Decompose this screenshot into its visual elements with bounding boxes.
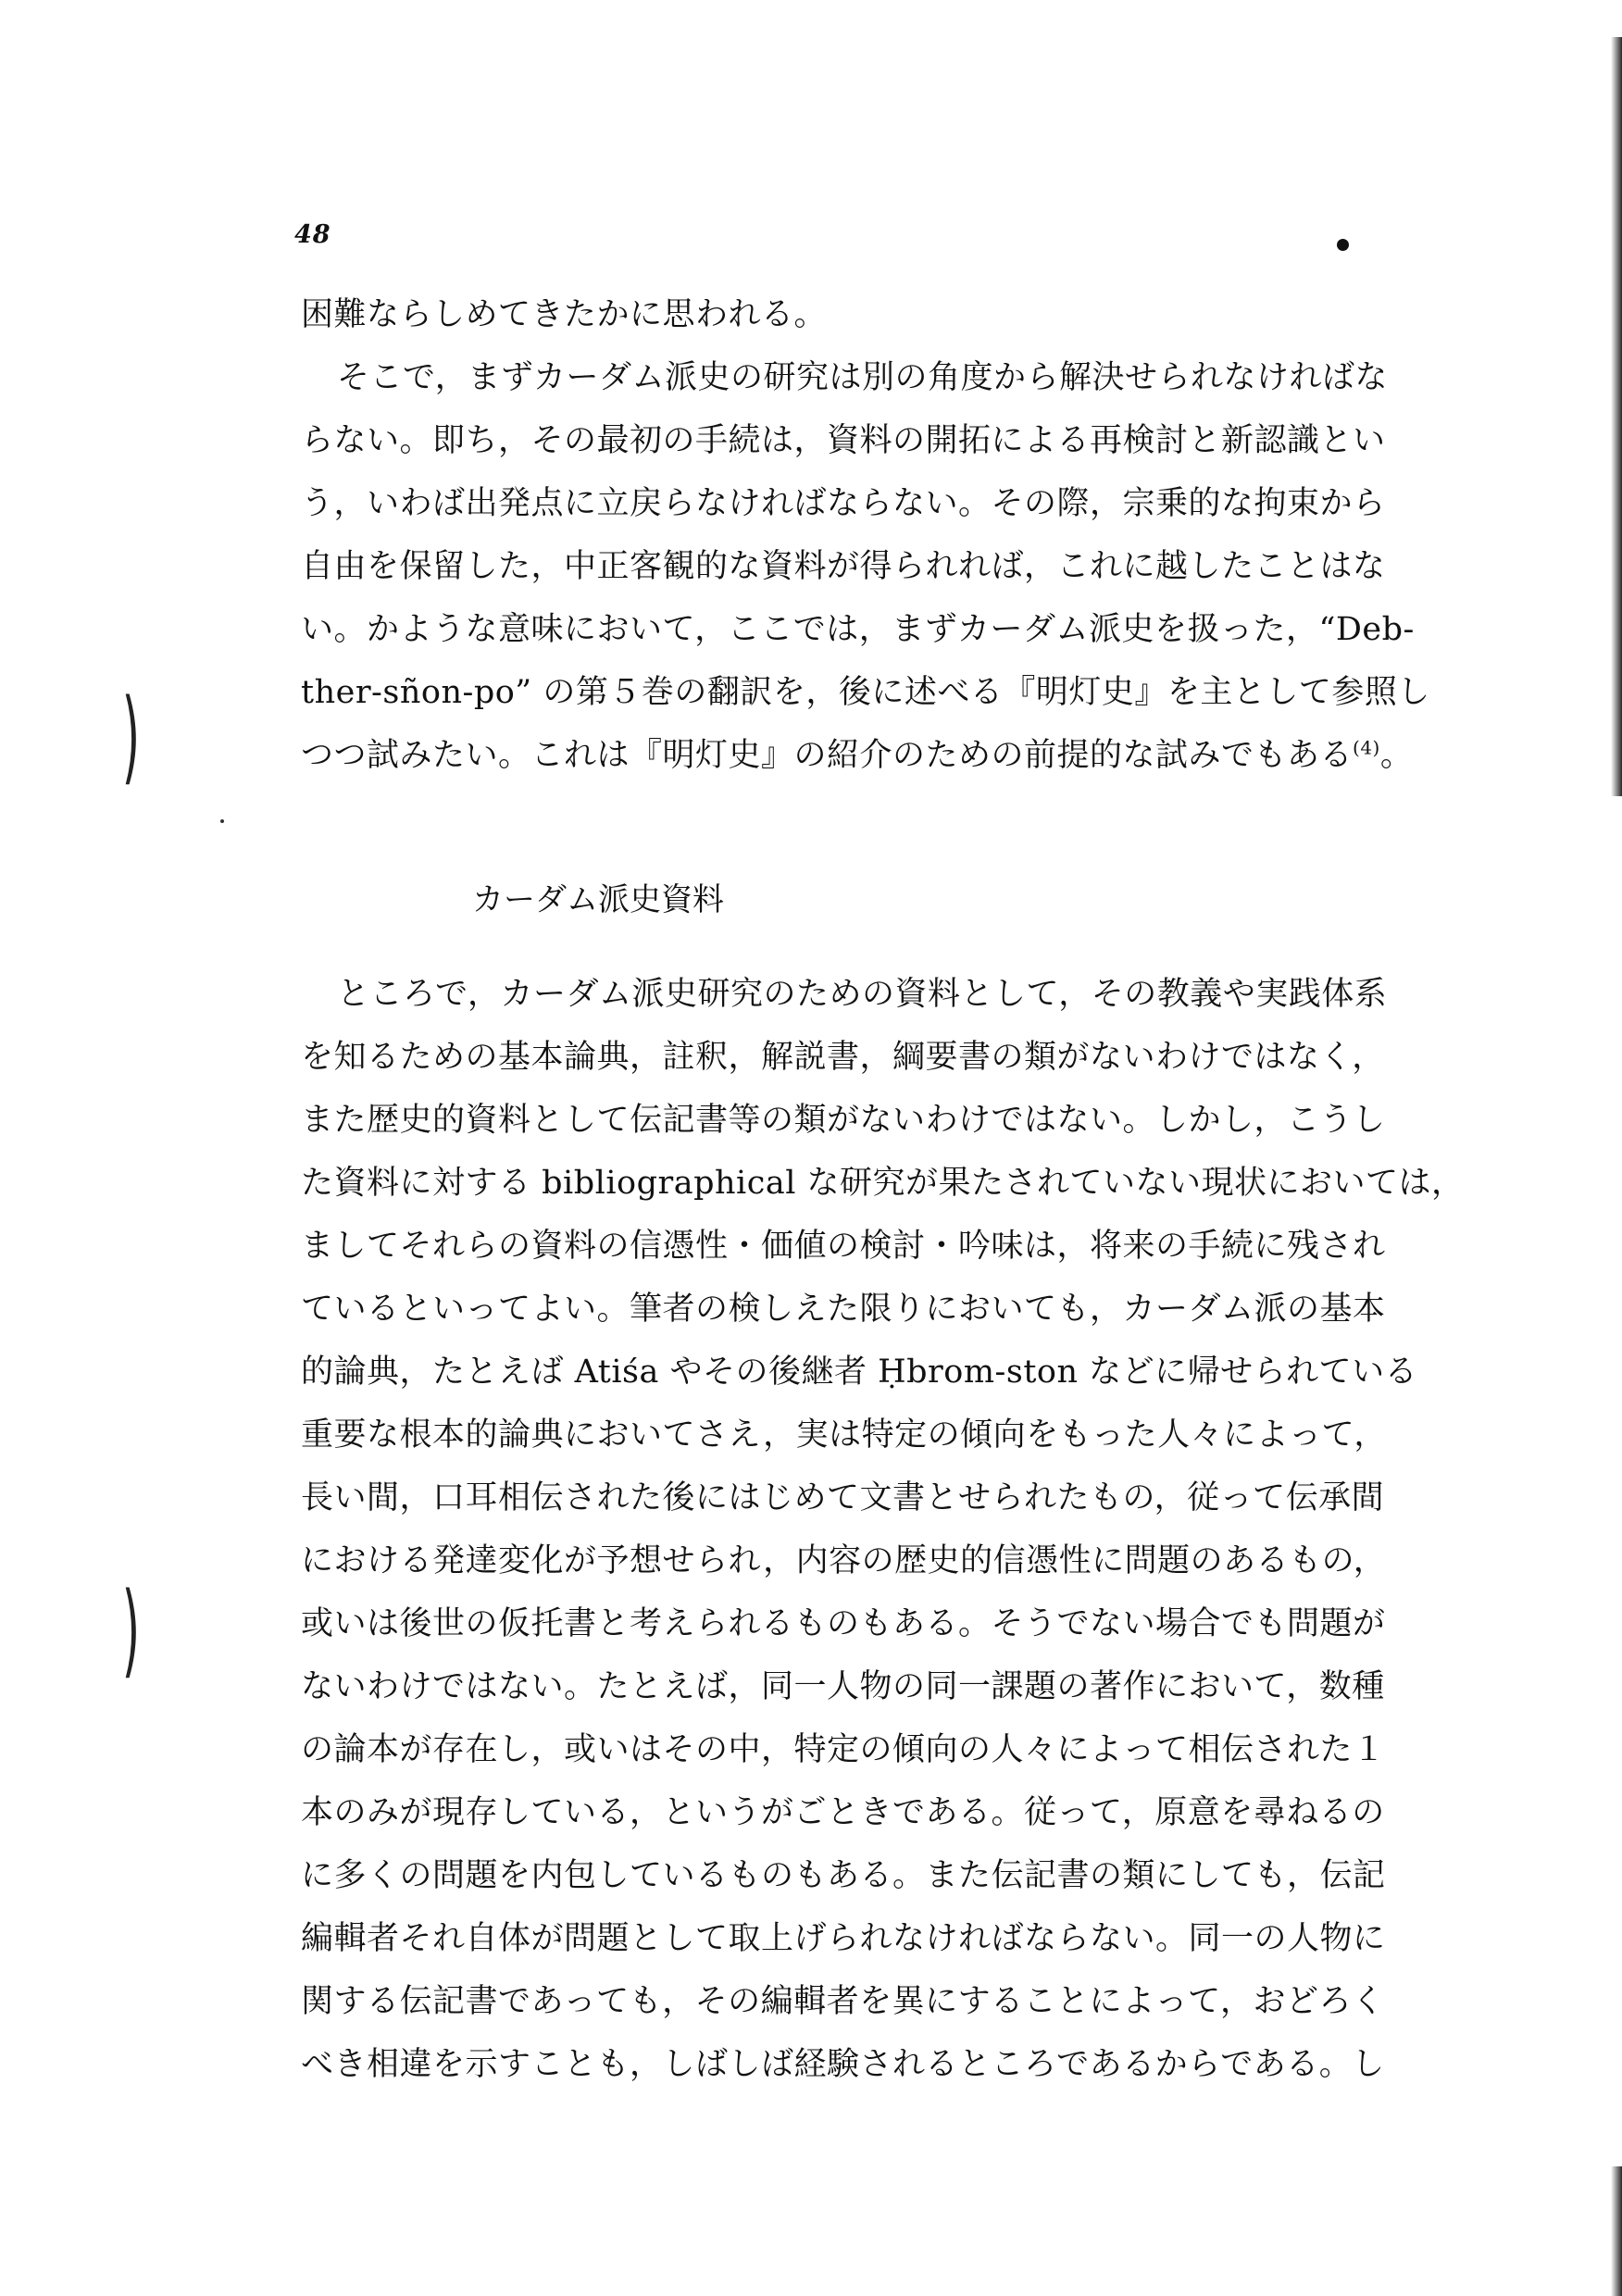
punch-hole-mark-upper: ) [121, 677, 141, 795]
text-line: 編輯者それ自体が問題として取上げられなければならない。同一の人物に [301, 1920, 1386, 1957]
text-line: ているといってよい。筆者の検しえた限りにおいても，カーダム派の基本 [301, 1291, 1386, 1328]
text-line: た資料に対する bibliographical な研究が果たされていない現状においては， [301, 1165, 1465, 1202]
text-line: 本のみが現存している，というがごときである。従って，原意を尋ねるの [301, 1794, 1385, 1831]
text-line: 的論典，たとえば Atiśa やその後継者 Ḥbrom-ston などに帰せられている [301, 1354, 1418, 1391]
text-line: ないわけではない。たとえば，同一人物の同一課題の著作において，数種 [301, 1668, 1385, 1705]
text-line: 自由を保留した，中正客観的な資料が得られれば，これに越したことはな [301, 548, 1386, 585]
footnote-reference: (4) [1353, 736, 1380, 759]
text-line-last [301, 724, 1426, 787]
text-line: 重要な根本的論典においてさえ，実は特定の傾向をもった人々によって， [301, 1416, 1387, 1454]
text-line: ましてそれらの資料の信憑性・価値の検討・吟味は，将来の手続に残され [301, 1228, 1386, 1265]
margin-dot [1337, 239, 1349, 251]
punch-hole-mark-lower: ) [121, 1570, 141, 1689]
paragraph-2 [301, 963, 1465, 2096]
text-line: に多くの問題を内包しているものもある。また伝記書の類にしても，伝記 [301, 1857, 1386, 1894]
text-line: 関する伝記書であっても，その編輯者を異にすることによって，おどろく [301, 1983, 1385, 2020]
section-heading: カーダム派史資料 [472, 881, 724, 918]
text-line: う，いわば出発点に立戻らなければならない。その際，宗乗的な拘束から [301, 485, 1386, 522]
text-line: 或いは後世の仮托書と考えられるものもある。そうでない場合でも問題が [301, 1605, 1386, 1642]
text-line: の論本が存在し，或いはその中，特定の傾向の人々によって相伝された１ [301, 1731, 1386, 1768]
text-line: 長い間，口耳相伝された後にはじめて文書とせられたもの，従って伝承間 [301, 1479, 1385, 1516]
text-line: べき相違を示すことも，しばしば経験されるところであるからである。し [301, 2046, 1385, 2083]
binding-shadow-bottom [1611, 2166, 1622, 2296]
text-line: ところで，カーダム派史研究のための資料として，その教義や実践体系 [337, 976, 1388, 1013]
text-line: ther-sñon-po” の第５巻の翻訳を，後に述べる『明灯史』を主として参照し [301, 674, 1430, 711]
text-span: 。 [1379, 737, 1414, 774]
paragraph-1 [301, 346, 1430, 787]
text-line: における発達変化が予想せられ，内容の歴史的信憑性に問題のあるもの， [301, 1542, 1387, 1579]
text-line: を知るための基本論典，註釈，解説書，綱要書の類がないわけではなく， [301, 1039, 1385, 1076]
paper-speck [220, 819, 224, 823]
text-span: つつ試みたい。これは『明灯史』の紹介のための前提的な試みでもある [301, 737, 1354, 774]
text-line: 困難ならしめてきたかに思われる。 [301, 296, 828, 333]
binding-shadow-top [1611, 37, 1622, 796]
text-line: い。かような意味において，ここでは，まずカーダム派史を扱った，“Deb- [301, 611, 1415, 648]
page-number: 48 [294, 220, 331, 249]
text-line: らない。即ち，その最初の手続は，資料の開拓による再検討と新認識とい [301, 422, 1386, 459]
text-line: そこで，まずカーダム派史の研究は別の角度から解決せられなければな [337, 359, 1388, 396]
text-line: また歴史的資料として伝記書等の類がないわけではない。しかし，こうし [301, 1102, 1386, 1139]
intro-text [301, 283, 1426, 346]
